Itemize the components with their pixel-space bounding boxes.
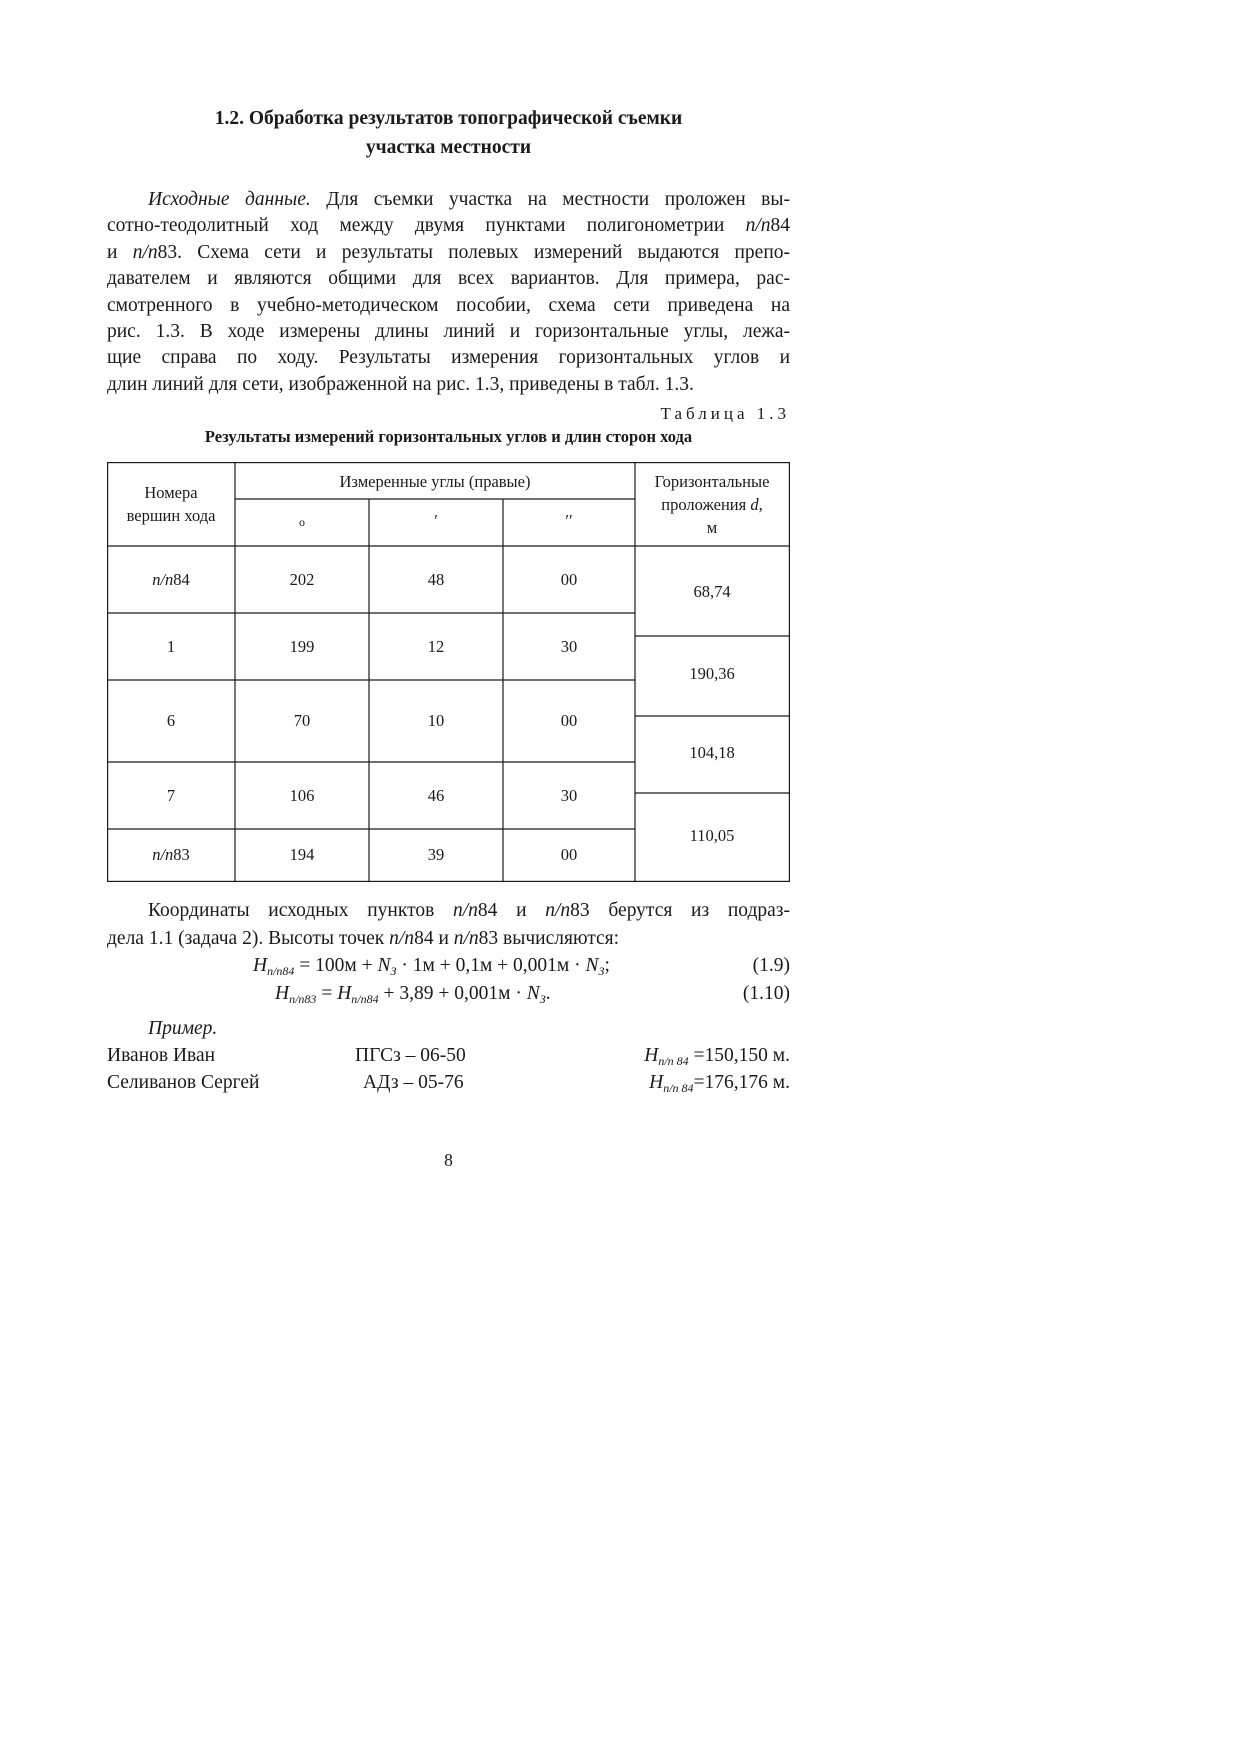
intro-line: Исходные данные. Для съемки участка на местности проложен вы- <box>148 189 790 210</box>
table-cell-min: 10 <box>427 711 445 730</box>
coords-line1: Координаты исходных пунктов п/п84 и п/п83 берутся из подраз- <box>148 900 790 921</box>
table-cell-deg: 199 <box>289 637 315 656</box>
section-title-line2: участка местности <box>365 137 532 158</box>
table-cell-deg: 202 <box>289 570 315 589</box>
page-number: 8 <box>444 1150 453 1170</box>
intro-lead: Исходные данные. <box>148 189 311 210</box>
table-cell-vertex: п/п83 <box>152 845 190 864</box>
table-rows <box>152 570 577 864</box>
table-cell-distance: 190,36 <box>689 664 735 683</box>
intro-line: и п/п83. Схема сети и результаты полевых измерений выдаются препо- <box>107 241 790 263</box>
formula-number: (1.9) <box>752 955 790 976</box>
example-row: Иванов Иван ПГСз – 06-50 $H_{п/п 84} =150,150$ м. <box>107 1045 790 1068</box>
formula-number: (1.10) <box>742 983 790 1004</box>
table-cell-deg: 70 <box>293 711 311 730</box>
table-cell-vertex: 6 <box>166 711 176 730</box>
intro-line: рис. 1.3. В ходе измерены длины линий и горизонтальные углы, лежа- <box>107 321 790 343</box>
header-angles: Измеренные углы (правые) <box>339 472 531 491</box>
measurements-table <box>107 462 790 882</box>
table-title: Результаты измерений горизонтальных углов и длин сторон хода <box>204 427 693 446</box>
table-cell-vertex: 7 <box>166 786 176 805</box>
header-vertices-l2: вершин хода <box>126 506 216 525</box>
section-heading <box>107 104 790 162</box>
intro-line: щие справа по ходу. Результаты измерения горизонтальных углов и <box>107 347 790 369</box>
header-distance-l1: Горизонтальные <box>654 472 770 491</box>
table-cell-sec: 00 <box>560 845 578 864</box>
table-border <box>108 463 790 882</box>
table-cell-min: 48 <box>427 570 445 589</box>
table-cell-vertex: 1 <box>166 637 176 656</box>
table-cell-distance: 68,74 <box>693 582 731 601</box>
formula-1-9: $H_{п/п84} = 100м + N_З \cdot 1м + 0,1м + 0,001м \cdot N_З$; (1.9) <box>253 955 790 978</box>
header-seconds: ′′ <box>565 511 573 530</box>
header-vertices-l1: Номера <box>144 483 198 502</box>
formula-1-10: $H_{п/п83} = H_{п/п84} + 3,89 + 0,001м \cdot N_З$. (1.10) <box>275 983 790 1006</box>
header-distance-l2: проложения d, <box>661 495 763 514</box>
intro-line: сотно-теодолитный ход между двумя пунктами полигонометрии п/п84 <box>107 215 790 237</box>
table-cell-sec: 30 <box>560 786 578 805</box>
intro-paragraph <box>107 187 790 398</box>
table-cell-sec: 30 <box>560 637 578 656</box>
header-degrees: о <box>299 515 305 529</box>
table-cell-deg: 194 <box>289 845 315 864</box>
table-cell-min: 39 <box>427 845 445 864</box>
header-minutes: ′ <box>434 511 438 530</box>
table-cell-distance: 104,18 <box>689 743 735 762</box>
table-cell-distance: 110,05 <box>689 826 735 845</box>
section-title-line1: 1.2. Обработка результатов топографической съемки <box>214 108 683 129</box>
table-cell-min: 12 <box>427 637 445 656</box>
table-cell-min: 46 <box>427 786 445 805</box>
example-row: Селиванов Сергей АДз – 05-76 $H_{п/п 84}=176,176$ м. <box>107 1072 790 1095</box>
table-cell-deg: 106 <box>289 786 315 805</box>
distance-cells <box>689 582 734 845</box>
intro-line: смотренного в учебно-методическом пособии, схема сети приведена на <box>107 294 790 316</box>
table-label: Таблица 1.3 <box>660 404 790 423</box>
intro-line: длин линий для сети, изображенной на рис. 1.3, приведены в табл. 1.3. <box>107 373 694 395</box>
intro-line: давателем и являются общими для всех вариантов. Для примера, рас- <box>107 268 790 290</box>
coords-line2: дела 1.1 (задача 2). Высоты точек п/п84 и п/п83 вычисляются: <box>107 928 620 949</box>
table-cell-vertex: п/п84 <box>152 570 190 589</box>
table-cell-sec: 00 <box>560 711 578 730</box>
header-distance-l3: м <box>706 518 718 537</box>
table-cell-sec: 00 <box>560 570 578 589</box>
example-label: Пример. <box>148 1018 218 1039</box>
coords-paragraph <box>107 897 790 953</box>
